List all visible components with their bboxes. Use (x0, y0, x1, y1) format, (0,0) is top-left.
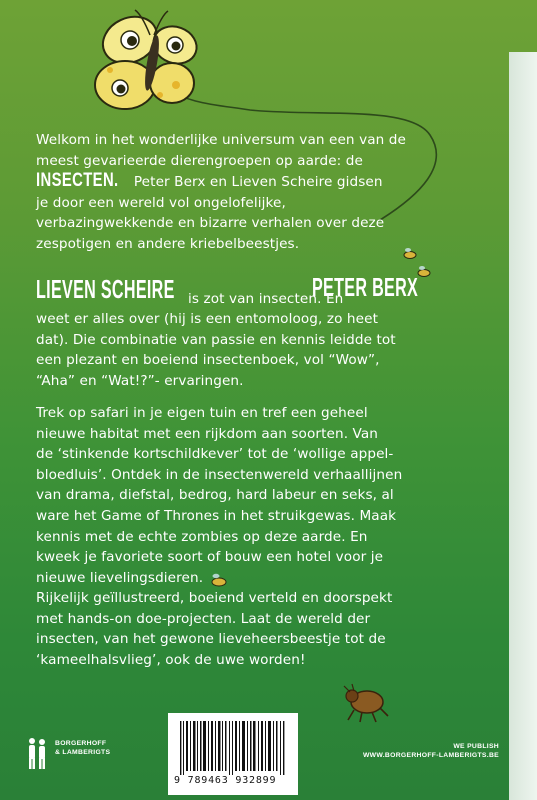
publisher-name-line: BORGERHOFF (55, 740, 107, 747)
text-line: ‘kameelhalsvlieg’, ook de uwe worden! (36, 651, 306, 668)
text-line: ware het Game of Thrones in het struikgewas. Maak (36, 507, 397, 524)
text-line: weet er alles over (hij is een entomoloog, zo heet (36, 311, 379, 327)
isbn-barcode (168, 713, 298, 795)
text-line: kennis met de echte zombies op deze aarde. En (36, 528, 368, 545)
text-line: Rijkelijk geïllustreerd, boeiend verteld en doorspekt (36, 590, 393, 606)
text-line: bloedluis’. Ontdek in de insectenwereld verhaallijnen (36, 466, 403, 483)
text-line: Welkom in het wonderlijke universum van een van de (36, 132, 406, 148)
text-line: verbazingwekkende en bizarre verhalen over deze (36, 215, 385, 232)
insecten-heading: INSECTEN. (36, 170, 119, 192)
text-line: Trek op safari in je eigen tuin en tref een geheel (36, 405, 368, 421)
text-line: zespotigen en andere kriebelbeestjes. (36, 235, 300, 252)
text-fragment: is zot van insecten. En (188, 291, 344, 307)
publisher-logo-icon (24, 737, 50, 771)
text-line: met hands-on doe-projecten. Laat de wereld der (36, 610, 371, 627)
text-line: meest gevarieerde dierengroepen op aarde: de (36, 152, 363, 169)
barcode-bars (178, 721, 288, 775)
text-fragment: Peter Berx en Lieven Scheire gidsen (133, 174, 383, 191)
text-line: nieuwe habitat met een rijkdom aan soorten. Van (36, 425, 379, 442)
text-line: kweek je favoriete soort of bouw een hotel voor je (36, 549, 384, 566)
text-line: dat). Die combinatie van passie en kennis leidde tot (36, 331, 396, 348)
beetle-icon (342, 682, 392, 724)
text-line: je door een wereld vol ongelofelijke, (36, 194, 286, 211)
author-name-peter: PETER BERX (312, 272, 419, 302)
text-line: insecten, van het gewone lieveheersbeestje tot de (36, 631, 386, 648)
cover-edge-strip (509, 52, 537, 800)
publisher-tagline: WE PUBLISH (453, 743, 499, 750)
safari-paragraph (36, 403, 506, 588)
author-name-lieven: LIEVEN SCHEIRE (36, 274, 175, 304)
text-line: een plezant en boeiend insectenboek, vol “Wow”, (36, 352, 380, 369)
publisher-name-line: & LAMBERIGTS (55, 749, 111, 756)
text-line (36, 272, 506, 309)
closing-paragraph (36, 588, 506, 670)
text-line: “Aha” en “Wat!?”- ervaringen. (36, 372, 244, 389)
text-line: van drama, diefstal, bedrog, hard labeur en seks, al (36, 487, 394, 504)
authors-paragraph (36, 272, 506, 391)
publisher-name (55, 739, 110, 757)
text-line: de ‘stinkende kortschildkever’ tot de ‘wollige appel- (36, 446, 394, 463)
publisher-website: WWW.BORGERHOFF-LAMBERIGTS.BE (362, 752, 499, 759)
text-line (36, 171, 506, 193)
isbn-number: 9 789463 932899 (174, 775, 277, 786)
intro-paragraph (36, 130, 506, 255)
text-line: nieuwe lievelingsdieren. (36, 569, 204, 586)
publisher-website-block (363, 742, 499, 760)
